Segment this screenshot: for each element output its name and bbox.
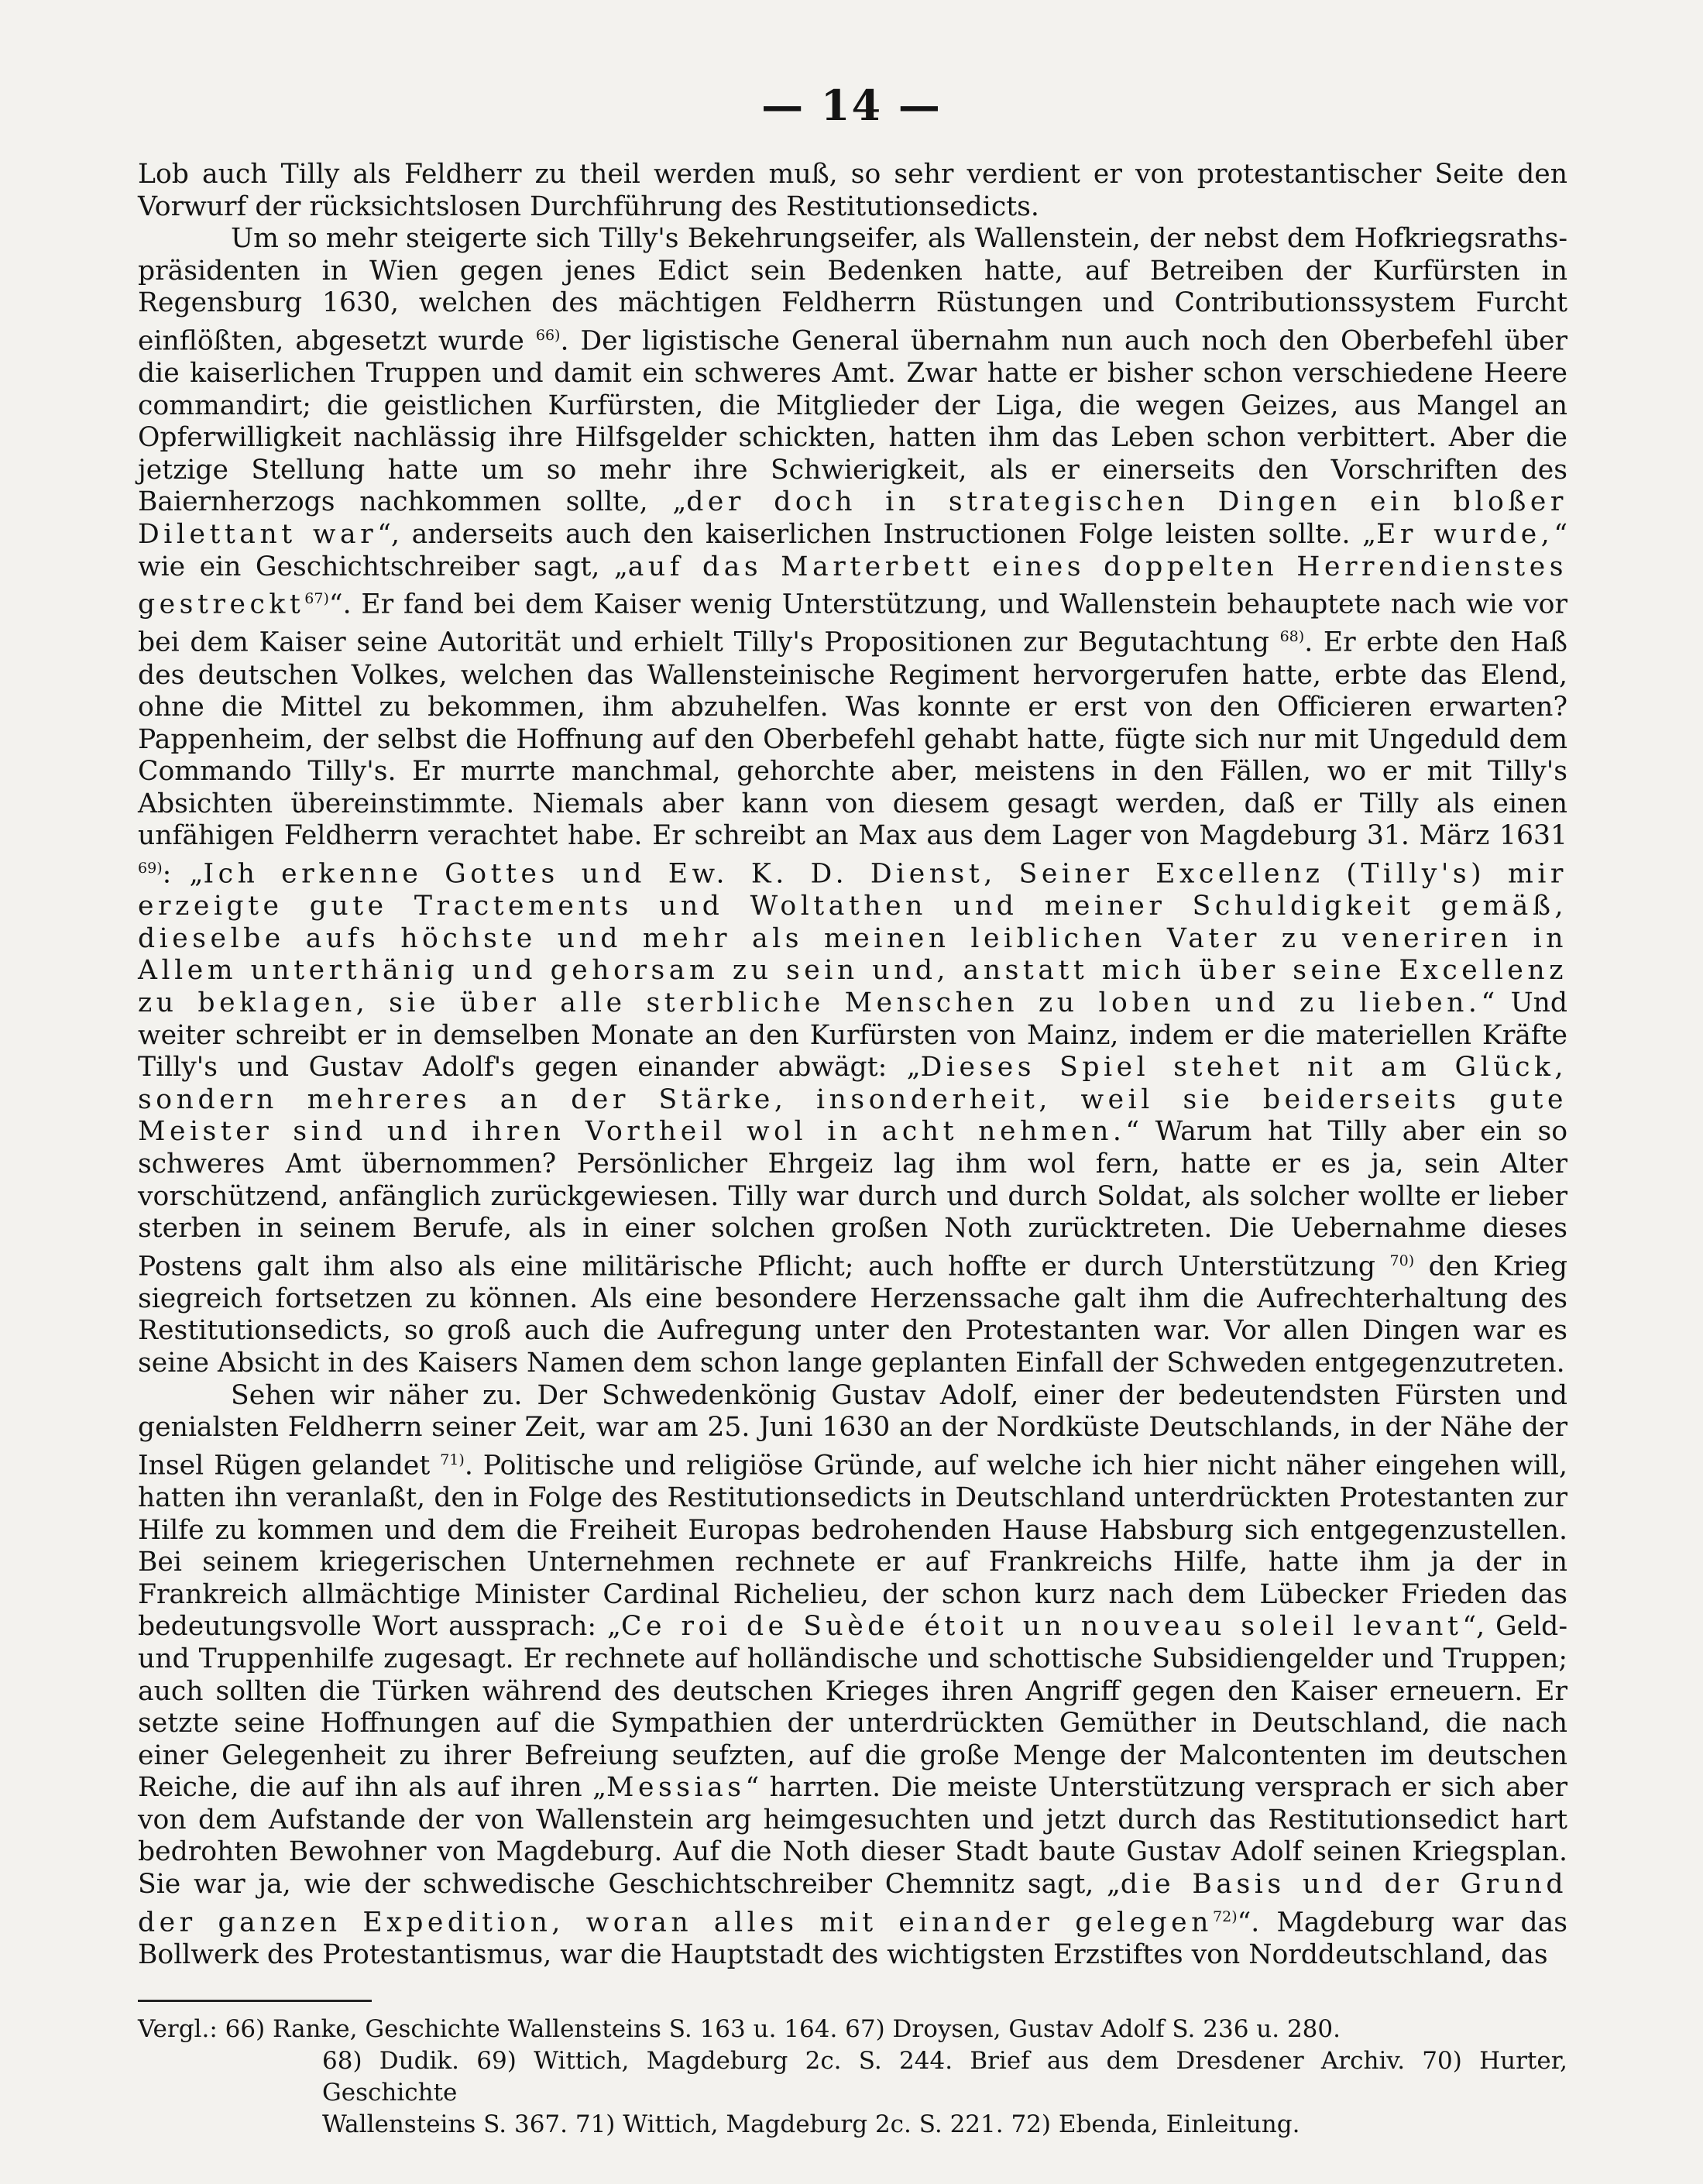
footnote-ref: 70) (1389, 1252, 1415, 1269)
footnote-ref: 71) (440, 1451, 465, 1468)
quoted-text: auf das Marterbett eines doppelten Herrendienstes gestreckt (138, 551, 1567, 620)
text-run: Um so mehr steigerte sich Tilly's Bekehrungseifer, als Wallenstein, der nebst dem Hofkriegsrathspräsidenten in Wien gegen jenes Edict sein Bedenken hatte, auf Betreiben der Kurfürsten in Regensburg 1630, welchen des mächtigen Feldherrn Rüstungen und Contributionssystem Furcht einflößten, abgesetzt wurde (138, 223, 1567, 357)
footnote-ref: 67) (304, 590, 329, 608)
text-run: “ wie ein Geschichtschreiber sagt, „ (138, 519, 1568, 582)
quoted-text: der doch in strategischen Dingen ein bloßer Dilettant war (138, 486, 1567, 551)
page-number: — 14 — (761, 81, 942, 130)
text-run: : „ (162, 858, 204, 890)
footnote-line: 68) Dudik. 69) Wittich, Magdeburg 2c. S. 244. Brief aus dem Dresdener Archiv. 70) Hurter, Geschichte (322, 2047, 1567, 2107)
text-run: “ Warum hat Tilly aber ein so schweres Amt übernommen? Persönlicher Ehrgeiz lag ihm wol fern, hatte er es ja, sein Alter vorschützend, anfänglich zurückgewiesen. Tilly war durch und durch Soldat, als solcher wollte er lieber sterben in seinem Berufe, als in einer solchen großen Noth zurücktreten. Die Uebernahme dieses Postens galt ihm also als eine militärische Pflicht; auch hoffte er durch Unterstützung (138, 1116, 1568, 1283)
text-run: “ Und weiter schreibt er in demselben Monate an den Kurfürsten von Mainz, indem er die materiellen Kräfte Tilly's und Gustav Adolf's gegen einander abwägt: „ (138, 987, 1567, 1083)
text-run: Sehen wir näher zu. Der Schwedenkönig Gustav Adolf, einer der bedeutendsten Fürsten und genialsten Feldherrn seiner Zeit, war am 25. Juni 1630 an der Nordküste Deutschlands, in der Nähe der Insel Rügen gelandet (138, 1379, 1567, 1482)
text-run: “, anderseits auch den kaiserlichen Instructionen Folge leisten sollte. „ (377, 519, 1377, 551)
body-text (138, 159, 1567, 1971)
quoted-text: Messias (606, 1772, 746, 1804)
text-run: . Politische und religiöse Gründe, auf welche ich hier nicht näher eingehen will, hatten ihn veranlaßt, den in Folge des Restitutionsedicts in Deutschland unterdrückten Protestanten zur Hilfe zu kommen und dem die Freiheit Europas bedrohenden Hause Habsburg sich entgegenzustellen. Bei seinem kriegerischen Unternehmen rechnete er auf Frankreichs Hilfe, hatte ihm ja der in Frankreich allmächtige Minister Cardinal Richelieu, der schon kurz nach dem Lübecker Frieden das bedeutungsvolle Wort aussprach: „ (138, 1450, 1567, 1643)
footnote-line: Wallensteins S. 367. 71) Wittich, Magdeburg 2c. S. 221. 72) Ebenda, Einleitung. (322, 2110, 1300, 2138)
footnote-ref: 72) (1213, 1908, 1238, 1925)
paragraph (138, 1380, 1567, 1972)
quoted-text: Er wurde, (1376, 519, 1554, 551)
text-run: . Der ligistische General übernahm nun auch noch den Oberbefehl über die kaiserlichen Truppen und damit ein schweres Amt. Zwar hatte er bisher schon verschiedene Heere commandirt; die geistlichen Kurfürsten, die Mitglieder der Liga, die wegen Geizes, aus Mangel an Opferwilligkeit nachlässig ihre Hilfsgelder schickten, hatten ihm das Leben schon verbittert. Aber die jetzige Stellung hatte um so mehr ihre Schwierigkeit, als er einerseits den Vorschriften des Baiernherzogs nachkommen sollte, „ (138, 325, 1567, 518)
quoted-text: Ce roi de Suède étoit un nouveau soleil levant (620, 1611, 1463, 1643)
paragraph (138, 159, 1567, 223)
text-run: Lob auch Tilly als Feldherr zu theil werden muß, so sehr verdient er von protestantischer Seite den Vorwurf der rücksichtslosen Durchführung des Restitutionsedicts. (138, 159, 1567, 222)
text-run: “, Geld- und Truppenhilfe zugesagt. Er rechnete auf holländische und schottische Subsidiengelder und Truppen; auch sollten die Türken während des deutschen Krieges ihren Angriff gegen den Kaiser erneuern. Er setzte seine Hoffnungen auf die Sympathien der unterdrückten Gemüther in Deutschland, die nach einer Gelegenheit zu ihrer Befreiung seufzten, auf die große Menge der Malcontenten im deutschen Reiche, die auf ihn als auf ihren „ (138, 1611, 1568, 1804)
footnotes (138, 2014, 1567, 2141)
text-run: “. Er fand bei dem Kaiser wenig Unterstützung, und Wallenstein behauptete nach wie vor bei dem Kaiser seine Autorität und erhielt Tilly's Propositionen zur Begutachtung (138, 589, 1567, 658)
text-run: den Krieg siegreich fortsetzen zu können. Als eine besondere Herzenssache galt ihm die Aufrechterhaltung des Restitutionsedicts, so groß auch die Aufregung unter den Protestanten war. Vor allen Dingen war es seine Absicht in des Kaisers Namen dem schon lange geplanten Einfall der Schweden entgegenzutreten. (138, 1251, 1567, 1379)
footnote-divider (138, 2000, 372, 2002)
footnote-ref: 66) (535, 326, 561, 344)
footnote-ref: 68) (1279, 628, 1305, 646)
quoted-text: Ich erkenne Gottes und Ew. K. D. Dienst, Seiner Excellenz (Tilly's) mir erzeigte gute Tractements und Woltathen und meiner Schuldigkeit gemäß, dieselbe aufs höchste und mehr als meinen leiblichen Vater zu veneriren in Allem unterthänig und gehorsam zu sein und, anstatt mich über seine Excellenz zu beklagen, sie über alle sterbliche Menschen zu loben und zu lieben. (138, 858, 1567, 1018)
text-run: “. Magdeburg war das Bollwerk des Protestantismus, war die Hauptstadt des wichtigsten Erzstiftes von Norddeutschland, das (138, 1907, 1568, 1970)
quoted-text: Dieses Spiel stehet nit am Glück, sondern mehreres an der Stärke, insonderheit, weil sie beiderseits gute Meister sind und ihren Vortheil wol in acht nehmen. (138, 1052, 1567, 1148)
text-run: “ harrten. Die meiste Unterstützung versprach er sich aber von dem Aufstande der von Wallenstein arg heimgesuchten und jetzt durch das Restitutionsedict hart bedrohten Bewohner von Magdeburg. Auf die Noth dieser Stadt baute Gustav Adolf seinen Kriegsplan. Sie war ja, wie der schwedische Geschichtschreiber Chemnitz sagt, „ (138, 1772, 1567, 1901)
footnote-line: Vergl.: 66) Ranke, Geschichte Wallensteins S. 163 u. 164. 67) Droysen, Gustav Adolf S. 236 u. 280. (138, 2015, 1341, 2043)
text-run: . Er erbte den Haß des deutschen Volkes, welchen das Wallensteinische Regiment hervorgerufen hatte, erbte das Elend, ohne die Mittel zu bekommen, ihm abzuhelfen. Was konnte er erst von den Officieren erwarten? Pappenheim, der selbst die Hoffnung auf den Oberbefehl gehabt hatte, fügte sich nur mit Ungeduld dem Commando Tilly's. Er murrte manchmal, gehorchte aber, meistens in den Fällen, wo er mit Tilly's Absichten übereinstimmte. Niemals aber kann von diesem gesagt werden, daß er Tilly als einen unfähigen Feldherrn verachtet habe. Er schreibt an Max aus dem Lager von Magdeburg 31. März 1631 (138, 627, 1567, 852)
quoted-text: die Basis und der Grund der ganzen Expedition, woran alles mit einander gelegen (138, 1869, 1567, 1938)
paragraph (138, 223, 1567, 1379)
footnote-ref: 69) (138, 860, 163, 877)
